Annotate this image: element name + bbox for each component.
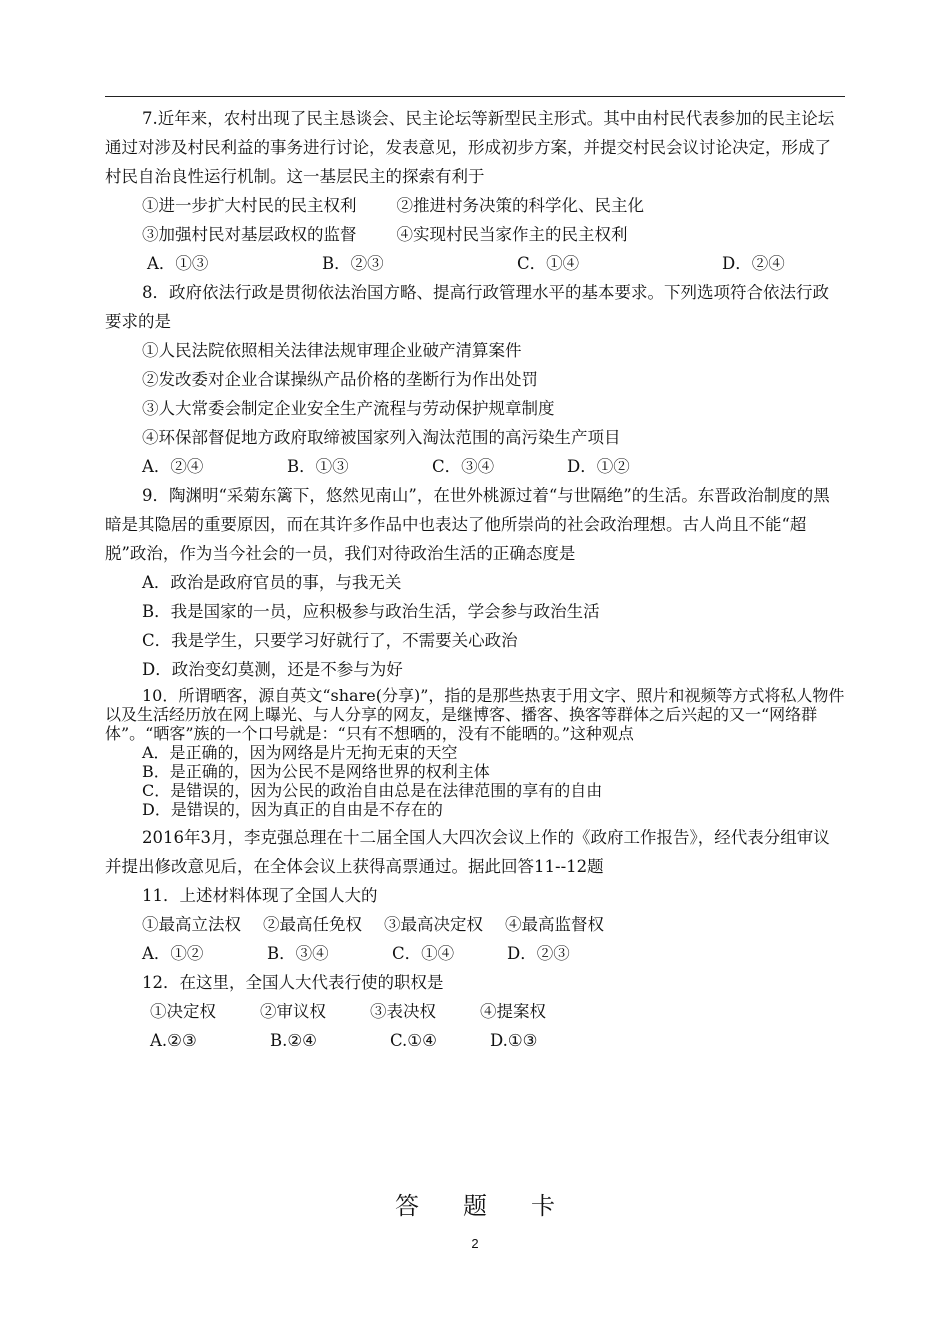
q12-statement-4: ④提案权 (480, 1002, 546, 1021)
q12-statement-2: ②审议权 (260, 1002, 326, 1021)
q12-statement-3: ③表决权 (370, 1002, 436, 1021)
q11-option-a: A．①② (142, 944, 204, 963)
q8-statement-3: ③人大常委会制定企业安全生产流程与劳动保护规章制度 (142, 399, 555, 418)
question-12-statements (105, 997, 845, 1026)
q11-statement-2: ②最高任免权 (263, 915, 362, 934)
question-8-options (105, 452, 845, 481)
question-8-stem: 8．政府依法行政是贯彻依法治国方略、提高行政管理水平的基本要求。下列选项符合依法行政要求的是 (105, 283, 829, 331)
q11-option-d: D．②③ (507, 944, 570, 963)
q10-option-d: D．是错误的，因为真正的自由是不存在的 (142, 800, 443, 819)
q12-option-d: D.①③ (490, 1031, 538, 1050)
question-10-stem: 10．所谓晒客，源自英文“share(分享)”，指的是那些热衷于用文字、照片和视频等方式将私人物件以及生活经历放在网上曝光、与人分享的网友，是继博客、播客、换客等群体之后兴起的又一“网络群体”。“晒客”族的一个口号就是：“只有不想晒的，没有不能晒的。”这种观点 (105, 686, 845, 743)
q12-option-a: A.②③ (150, 1031, 197, 1050)
q11-statement-1: ①最高立法权 (142, 915, 241, 934)
q8-option-a: A．②④ (142, 457, 204, 476)
question-7-options (105, 249, 845, 278)
q7-option-b: B．②③ (322, 254, 384, 273)
q8-statement-4: ④环保部督促地方政府取缔被国家列入淘汰范围的高污染生产项目 (142, 428, 621, 447)
q9-option-a: A．政治是政府官员的事，与我无关 (142, 573, 402, 592)
question-7-statements-row1 (105, 191, 845, 220)
q7-statement-3: ③加强村民对基层政权的监督 (142, 225, 357, 244)
question-11-options (105, 939, 845, 968)
q7-statement-2: ②推进村务决策的科学化、民主化 (396, 196, 644, 215)
q8-statement-2: ②发改委对企业合谋操纵产品价格的垄断行为作出处罚 (142, 370, 538, 389)
q8-option-b: B．①③ (287, 457, 349, 476)
question-7-stem: 7.近年来，农村出现了民主恳谈会、民主论坛等新型民主形式。其中由村民代表参加的民主论坛通过对涉及村民利益的事务进行讨论，发表意见，形成初步方案，并提交村民会议讨论决定，形成了村民自治良性运行机制。这一基层民主的探索有利于 (105, 109, 835, 186)
material-paragraph: 2016年3月，李克强总理在十二届全国人大四次会议上作的《政府工作报告》，经代表分组审议并提出修改意见后，在全体会议上获得高票通过。据此回答11--12题 (105, 828, 830, 876)
page-number: 2 (471, 1236, 479, 1251)
q10-option-a: A．是正确的，因为网络是片无拘无束的天空 (142, 743, 458, 762)
answer-card-title: 答题卡 (395, 1192, 599, 1220)
question-11-stem: 11．上述材料体现了全国人大的 (142, 886, 378, 905)
question-9-stem: 9．陶渊明“采菊东篱下，悠然见南山”，在世外桃源过着“与世隔绝”的生活。东晋政治制度的黑暗是其隐居的重要原因，而在其许多作品中也表达了他所崇尚的社会政治理想。古人尚且不能“超脱”政治，作为当今社会的一员，我们对待政治生活的正确态度是 (105, 486, 830, 563)
question-11-statements (105, 910, 845, 939)
q10-option-b: B．是正确的，因为公民不是网络世界的权利主体 (142, 762, 490, 781)
q12-option-b: B.②④ (270, 1031, 317, 1050)
q7-option-d: D．②④ (722, 254, 785, 273)
q11-statement-3: ③最高决定权 (384, 915, 483, 934)
q7-statement-4: ④实现村民当家作主的民主权利 (396, 225, 628, 244)
q11-option-c: C．①④ (392, 944, 455, 963)
q11-option-b: B．③④ (267, 944, 329, 963)
q8-option-d: D．①② (567, 457, 630, 476)
q7-option-c: C．①④ (517, 254, 580, 273)
q7-statement-1: ①进一步扩大村民的民主权利 (142, 196, 357, 215)
document-body (105, 104, 845, 1055)
q9-option-b: B．我是国家的一员，应积极参与政治生活，学会参与政治生活 (142, 602, 600, 621)
q12-option-c: C.①④ (390, 1031, 437, 1050)
question-12-options (105, 1026, 845, 1055)
question-12-stem: 12．在这里，全国人大代表行使的职权是 (142, 973, 444, 992)
q8-statement-1: ①人民法院依照相关法律法规审理企业破产清算案件 (142, 341, 522, 360)
q10-option-c: C．是错误的，因为公民的政治自由总是在法律范围的享有的自由 (142, 781, 603, 800)
question-7-statements-row2 (105, 220, 845, 249)
q11-statement-4: ④最高监督权 (505, 915, 604, 934)
q7-option-a: A．①③ (147, 254, 209, 273)
q9-option-c: C．我是学生，只要学习好就行了，不需要关心政治 (142, 631, 518, 650)
q9-option-d: D．政治变幻莫测，还是不参与为好 (142, 660, 403, 679)
q12-statement-1: ①决定权 (150, 1002, 216, 1021)
header-rule (105, 96, 845, 97)
q8-option-c: C．③④ (432, 457, 495, 476)
question-10 (105, 686, 845, 819)
